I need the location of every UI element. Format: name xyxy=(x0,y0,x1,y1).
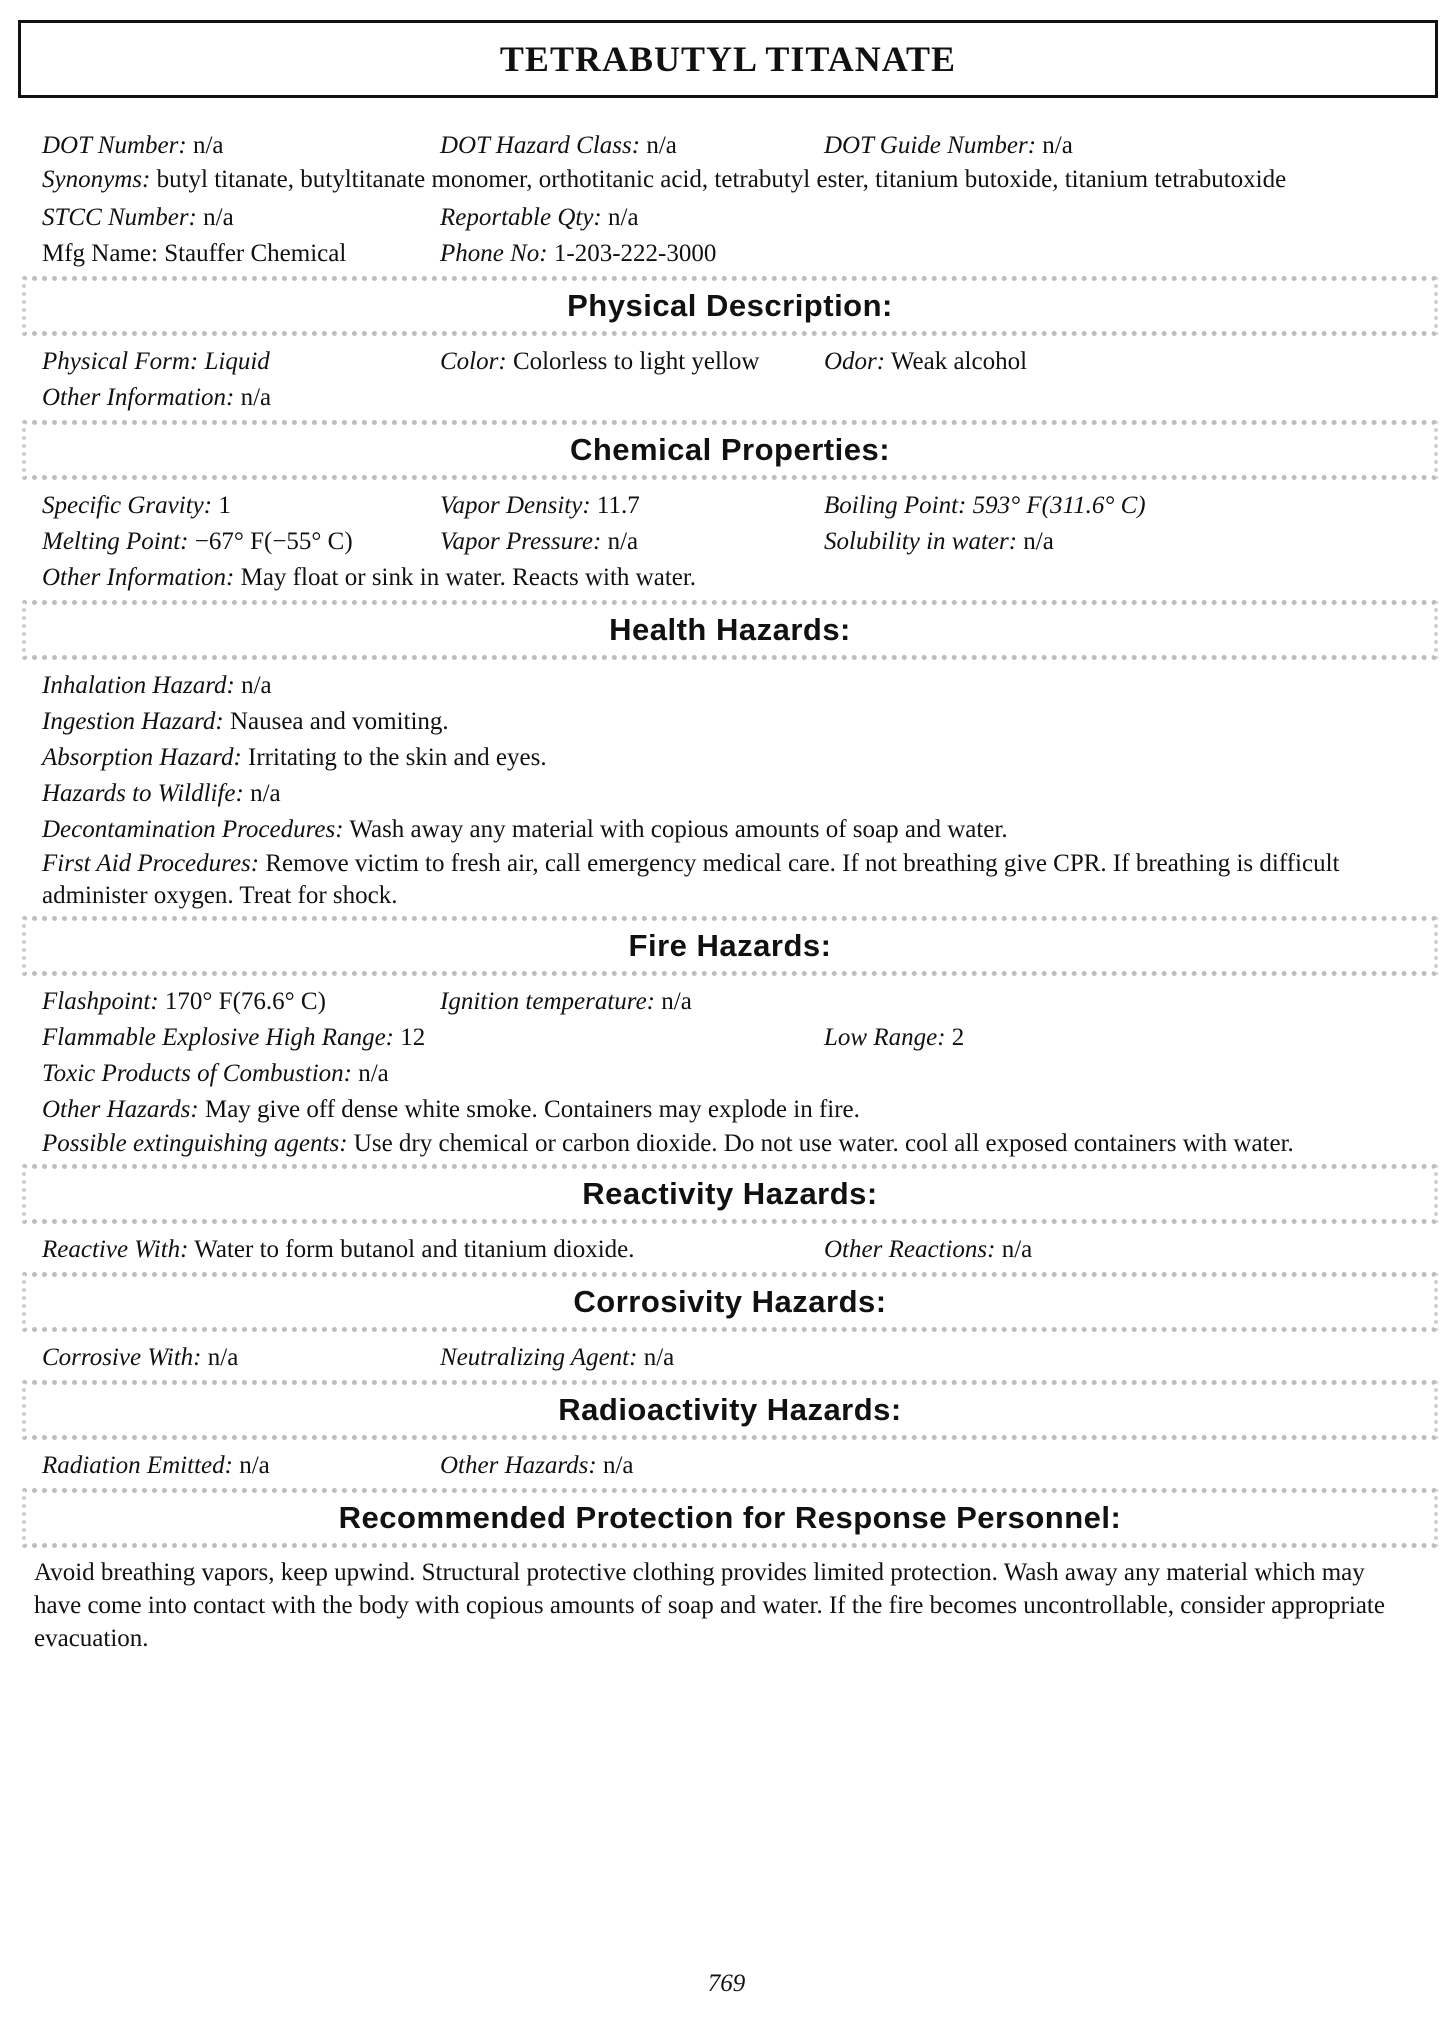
wildlife-label: Hazards to Wildlife: xyxy=(42,780,244,807)
reactivity-hazards-block xyxy=(18,1232,1438,1268)
section-title: Chemical Properties: xyxy=(569,432,891,467)
decontamination-label: Decontamination Procedures: xyxy=(42,816,344,843)
flashpoint-row xyxy=(42,984,1418,1020)
color-label: Color: xyxy=(440,348,507,375)
vapor-pressure-label: Vapor Pressure: xyxy=(440,528,602,555)
neutralizing-agent-value: n/a xyxy=(643,1344,675,1371)
fire-other-label: Other Hazards: xyxy=(42,1096,199,1123)
vapor-density-value: 11.7 xyxy=(596,492,640,519)
dot-number-value: n/a xyxy=(192,132,224,159)
color-value: Colorless to light yellow xyxy=(512,348,760,375)
radiation-emitted-value: n/a xyxy=(239,1452,270,1479)
chemical-row-2 xyxy=(42,524,1418,560)
section-title: Reactivity Hazards: xyxy=(582,1176,878,1211)
flammable-range-row xyxy=(42,1020,1418,1056)
inhalation-value: n/a xyxy=(241,672,272,699)
corrosive-row xyxy=(42,1340,1418,1376)
chemical-other-value: May float or sink in water. Reacts with water. xyxy=(240,564,697,591)
boiling-point: Boiling Point: 593° F(311.6° C) xyxy=(824,492,1146,519)
absorption-label: Absorption Hazard: xyxy=(42,744,242,771)
phone-value: 1-203-222-3000 xyxy=(553,240,717,267)
radioactivity-hazards-block xyxy=(18,1448,1438,1484)
mfg-name: Mfg Name: Stauffer Chemical xyxy=(42,240,347,267)
decontamination-row xyxy=(42,812,1418,848)
fire-hazards-block xyxy=(18,984,1438,1160)
corrosive-with-value: n/a xyxy=(207,1344,239,1371)
high-range-label: Flammable Explosive High Range: xyxy=(42,1024,394,1051)
melting-point-label: Melting Point: xyxy=(42,528,189,555)
dot-guide-number-value: n/a xyxy=(1042,132,1073,159)
synonyms-row xyxy=(42,164,1418,196)
ignition-label: Ignition temperature: xyxy=(440,988,656,1015)
melting-point-value: −67° F(−55° C) xyxy=(194,528,353,555)
other-reactions-value: n/a xyxy=(1001,1236,1033,1263)
odor-value: Weak alcohol xyxy=(890,348,1028,375)
chemical-other-label: Other Information: xyxy=(42,564,235,591)
neutralizing-agent-label: Neutralizing Agent: xyxy=(440,1344,638,1371)
physical-description-block xyxy=(18,344,1438,416)
section-title: Corrosivity Hazards: xyxy=(573,1284,887,1319)
absorption-row xyxy=(42,740,1418,776)
protection-heading xyxy=(22,1488,1438,1548)
section-title: Physical Description: xyxy=(567,288,893,323)
physical-description-heading xyxy=(22,276,1438,336)
ingestion-row xyxy=(42,704,1418,740)
low-range-label: Low Range: xyxy=(824,1024,946,1051)
first-aid-value: Remove victim to fresh air, call emergency medical care. If not breathing give CPR. If breathing is difficult administer oxygen. Treat for shock. xyxy=(42,850,1340,909)
document-page xyxy=(18,20,1438,1655)
physical-row xyxy=(42,344,1418,380)
reactivity-hazards-heading xyxy=(22,1164,1438,1224)
section-title: Fire Hazards: xyxy=(628,928,832,963)
physical-form: Physical Form: Liquid xyxy=(42,348,270,375)
ingestion-value: Nausea and vomiting. xyxy=(229,708,449,735)
flashpoint-label: Flashpoint: xyxy=(42,988,159,1015)
flashpoint-value: 170° F(76.6° C) xyxy=(164,988,326,1015)
section-title: Recommended Protection for Response Personnel: xyxy=(338,1500,1122,1535)
fire-other-value: May give off dense white smoke. Containers may explode in fire. xyxy=(204,1096,860,1123)
chemical-properties-heading xyxy=(22,420,1438,480)
section-title: Radioactivity Hazards: xyxy=(558,1392,902,1427)
extinguishing-row xyxy=(42,1128,1418,1160)
extinguishing-value: Use dry chemical or carbon dioxide. Do not use water. cool all exposed containers with water. xyxy=(353,1130,1294,1157)
first-aid-label: First Aid Procedures: xyxy=(42,850,260,877)
absorption-value: Irritating to the skin and eyes. xyxy=(248,744,547,771)
reportable-qty-label: Reportable Qty: xyxy=(440,204,602,231)
health-hazards-heading xyxy=(22,600,1438,660)
ignition-value: n/a xyxy=(661,988,692,1015)
dot-number-label: DOT Number: xyxy=(42,132,187,159)
specific-gravity-value: 1 xyxy=(218,492,231,519)
corrosivity-hazards-block xyxy=(18,1340,1438,1376)
synonyms-value: butyl titanate, butyltitanate monomer, orthotitanic acid, tetrabutyl ester, titanium butoxide, titanium tetrabutoxide xyxy=(156,166,1287,193)
wildlife-value: n/a xyxy=(250,780,281,807)
reportable-qty-value: n/a xyxy=(608,204,639,231)
radiation-row xyxy=(42,1448,1418,1484)
wildlife-row xyxy=(42,776,1418,812)
vapor-density-label: Vapor Density: xyxy=(440,492,591,519)
ingestion-label: Ingestion Hazard: xyxy=(42,708,224,735)
first-aid-row xyxy=(42,848,1418,912)
physical-other-row xyxy=(42,380,1418,416)
health-hazards-block xyxy=(18,668,1438,912)
stcc-row xyxy=(42,200,1418,236)
chemical-row-1 xyxy=(42,488,1418,524)
inhalation-label: Inhalation Hazard: xyxy=(42,672,235,699)
radioactivity-other-value: n/a xyxy=(602,1452,634,1479)
reactive-row xyxy=(42,1232,1418,1268)
solubility-value: n/a xyxy=(1023,528,1054,555)
toxic-products-row xyxy=(42,1056,1418,1092)
physical-other-label: Other Information: xyxy=(42,384,235,411)
vapor-pressure-value: n/a xyxy=(607,528,639,555)
page-number: 769 xyxy=(707,1970,746,1997)
fire-other-row xyxy=(42,1092,1418,1128)
dot-guide-number-label: DOT Guide Number: xyxy=(824,132,1037,159)
stcc-label: STCC Number: xyxy=(42,204,197,231)
mfg-row xyxy=(42,236,1418,272)
stcc-value: n/a xyxy=(203,204,234,231)
fire-hazards-heading xyxy=(22,916,1438,976)
reactive-with-label: Reactive With: xyxy=(42,1236,189,1263)
decontamination-value: Wash away any material with copious amounts of soap and water. xyxy=(349,816,1008,843)
radioactivity-hazards-heading xyxy=(22,1380,1438,1440)
dot-row xyxy=(42,128,1418,164)
other-reactions-label: Other Reactions: xyxy=(824,1236,996,1263)
synonyms-label: Synonyms: xyxy=(42,166,151,193)
phone-label: Phone No: xyxy=(440,240,548,267)
toxic-products-label: Toxic Products of Combustion: xyxy=(42,1060,352,1087)
identification-block xyxy=(18,128,1438,272)
reactive-with-value: Water to form butanol and titanium dioxide. xyxy=(194,1236,635,1263)
dot-hazard-class-label: DOT Hazard Class: xyxy=(440,132,641,159)
chemical-properties-block xyxy=(18,488,1438,596)
section-title: Health Hazards: xyxy=(609,612,851,647)
page-title: TETRABUTYL TITANATE xyxy=(499,39,957,79)
corrosive-with-label: Corrosive With: xyxy=(42,1344,202,1371)
inhalation-row xyxy=(42,668,1418,704)
low-range-value: 2 xyxy=(951,1024,965,1051)
chemical-other-row xyxy=(42,560,1418,596)
radioactivity-other-label: Other Hazards: xyxy=(440,1452,597,1479)
physical-other-value: n/a xyxy=(240,384,272,411)
protection-text: Avoid breathing vapors, keep upwind. Structural protective clothing provides limited protection. Wash away any material which may have come into contact with the body with copious amounts of soap and water. If the fire becomes uncontrollable, consider appropriate evacuation. xyxy=(34,1559,1385,1652)
dot-hazard-class-value: n/a xyxy=(646,132,677,159)
title-box xyxy=(18,20,1438,98)
radiation-emitted-label: Radiation Emitted: xyxy=(42,1452,233,1479)
extinguishing-label: Possible extinguishing agents: xyxy=(42,1130,348,1157)
corrosivity-hazards-heading xyxy=(22,1272,1438,1332)
solubility-label: Solubility in water: xyxy=(824,528,1018,555)
odor-label: Odor: xyxy=(824,348,886,375)
high-range-value: 12 xyxy=(400,1024,426,1051)
specific-gravity-label: Specific Gravity: xyxy=(42,492,213,519)
toxic-products-value: n/a xyxy=(358,1060,389,1087)
